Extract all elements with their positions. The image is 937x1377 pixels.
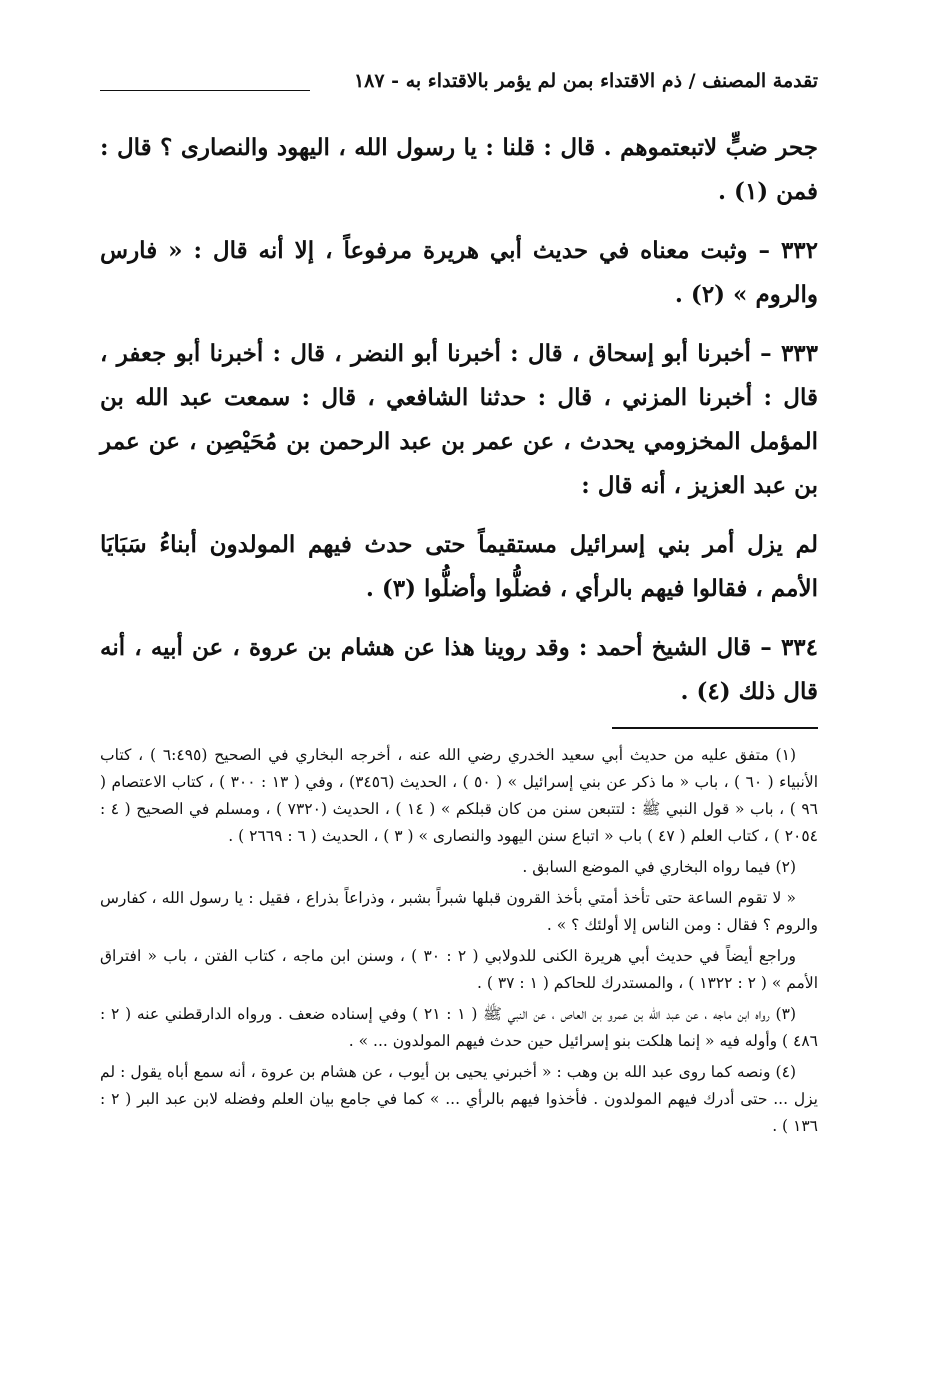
- quoted-saying: لم يزل أمر بني إسرائيل مستقيماً حتى حدث فيهم المولدون أبناءُ سَبَايَا الأمم ، فقالوا فيهم بالرأي ، فضلُّوا وأضلُّوا (٣) .: [100, 531, 818, 602]
- main-text: [100, 126, 818, 729]
- footnotes: [100, 742, 818, 1144]
- footnote-2-hadith: « لا تقوم الساعة حتى تأخذ أمتي بأخذ القرون قبلها شبراً بشبر ، وذراعاً بذراع ، فقيل : يا رسول الله ، كفارس والروم ؟ فقال : ومن الناس إلا أولئك ؟ » .: [100, 889, 818, 934]
- paragraph-333: ٣٣٣ – أخبرنا أبو إسحاق ، قال : أخبرنا أبو النضر ، قال : أخبرنا أبو جعفر ، قال : أخبرنا المزني ، قال : حدثنا الشافعي ، قال : سمعت عبد الله بن المؤمل المخزومي يحدث ، عن عمر بن عبد الرحمن بن مُحَيْصِن ، عن عمر بن عبد العزيز ، أنه قال :: [100, 340, 818, 499]
- running-header: [100, 68, 818, 104]
- footnote-4: (٤) ونصه كما روى عبد الله بن وهب : « أخبرني يحيى بن أيوب ، عن هشام بن عروة ، أنه سمع أباه يقول : لم يزل ... حتى أدرك فيهم المولدون . فأخذوا فيهم بالرأي ... » كما في جامع بيان العلم وفضله لابن عبد البر ( ٢ : ١٣٦ ) .: [100, 1063, 818, 1135]
- paragraph-continuation: جحر ضبٍّ لاتبعتموهم . قال : قلنا : يا رسول الله ، اليهود والنصارى ؟ قال : فمن (١) .: [100, 134, 818, 205]
- footnote-separator: [612, 727, 818, 729]
- footnote-2-references: وراجع أيضاً في حديث أبي هريرة الكنى للدولابي ( ٢ : ٣٠ ) ، وسنن ابن ماجه ، كتاب الفتن ، باب « افتراق الأمم » ( ٢ : ١٣٢٢ ) ، والمستدرك للحاكم ( ١ : ٣٧ ) .: [100, 947, 818, 992]
- footnote-1: (١) متفق عليه من حديث أبي سعيد الخدري رضي الله عنه ، أخرجه البخاري في الصحيح (٦:٤٩٥ ) ، كتاب الأنبياء ( ٦٠ ) ، باب « ما ذكر عن بني إسرائيل » ( ٥٠ ) ، الحديث (٣٤٥٦) ، وفي ( ١٣ : ٣٠٠ ) ، كتاب الاعتصام ( ٩٦ ) ، باب « قول النبي ﷺ : لتتبعن سنن من كان قبلكم » ( ١٤ ) ، الحديث (٧٣٢٠ ) ، ومسلم في الصحيح ( ٤ : ٢٠٥٤ ) ، كتاب العلم ( ٤٧ ) باب « اتباع سنن اليهود والنصارى » ( ٣ ) ، الحديث ( ٦ : ٢٦٦٩ ) .: [100, 746, 819, 845]
- page-number: ١٨٧: [353, 70, 385, 92]
- header-text: [354, 70, 818, 92]
- paragraph-334: ٣٣٤ – قال الشيخ أحمد : وقد روينا هذا عن هشام بن عروة ، عن أبيه ، أنه قال ذلك (٤) .: [100, 634, 818, 705]
- paragraph-332: ٣٣٢ – وثبت معناه في حديث أبي هريرة مرفوعاً ، إلا أنه قال : « فارس والروم » (٢) .: [100, 237, 818, 308]
- footnote-3: (٣) رواه ابن ماجه ، عن عبد الله بن عمرو بن العاص ، عن النبي ﷺ ( ١ : ٢١ ) وفي إسناده ضعف . ورواه الدارقطني عنه ( ٢ : ٤٨٦ ) وأوله فيه « إنما هلكت بنو إسرائيل حين حدث فيهم المولدون ... » .: [100, 1005, 818, 1050]
- header-rule: [100, 90, 310, 91]
- running-title: تقدمة المصنف / ذم الاقتداء بمن لم يؤمر بالاقتداء به: [405, 70, 818, 92]
- footnote-2: (٢) فيما رواه البخاري في الموضع السابق .: [522, 858, 796, 876]
- header-separator: -: [384, 70, 406, 92]
